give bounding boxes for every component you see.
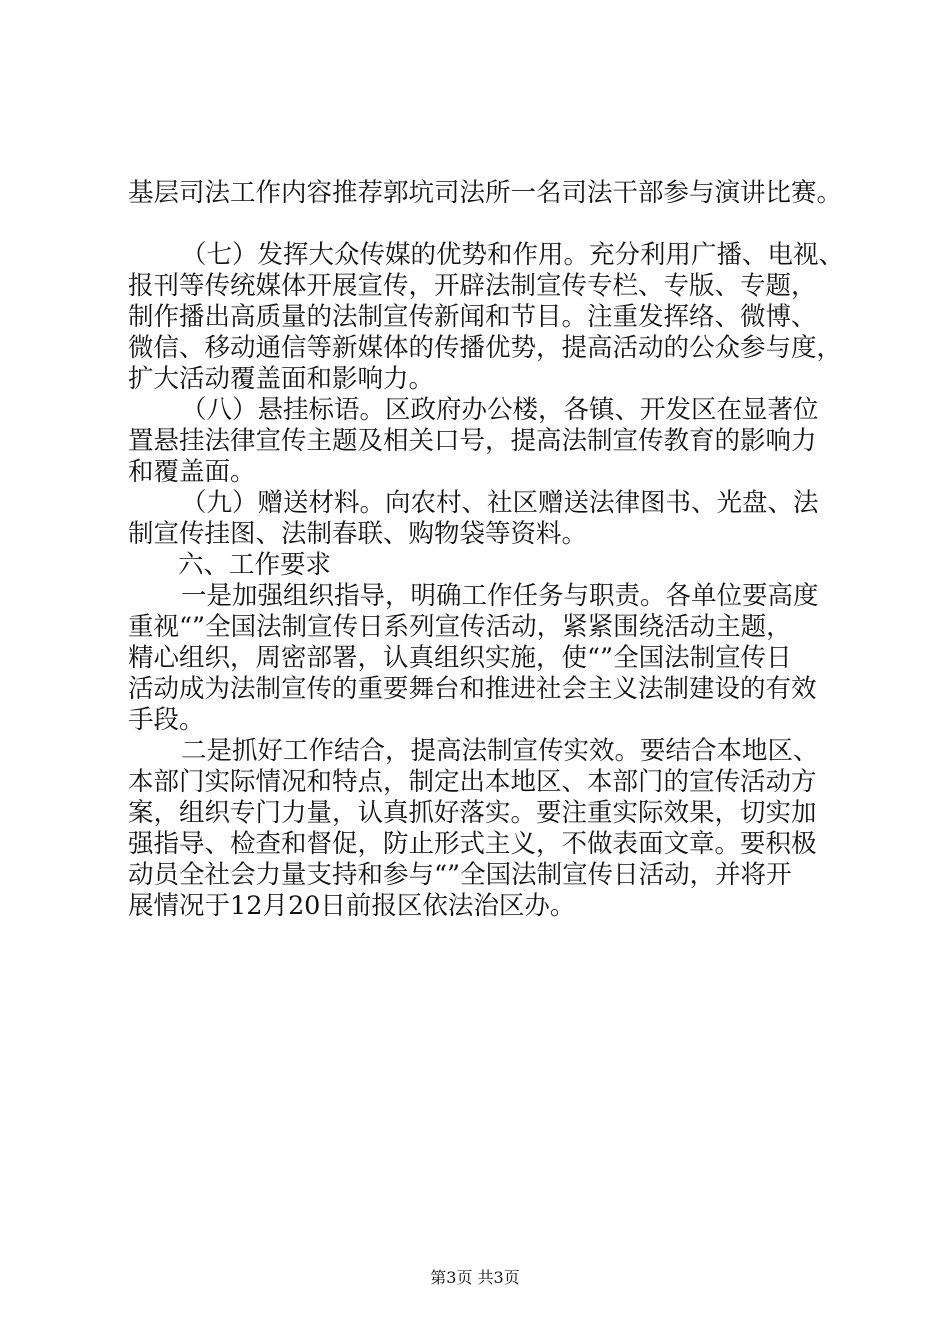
paragraph-line: 置悬挂法律宣传主题及相关口号，提高法制宣传教育的影响力 xyxy=(128,426,817,456)
paragraph-line: 动员全社会力量支持和参与“”全国法制宣传日活动，并将开 xyxy=(128,860,792,890)
paragraph-line: 本部门实际情况和特点，制定出本地区、本部门的宣传活动方 xyxy=(128,767,817,797)
page-footer: 第3页 共3页 xyxy=(430,1268,520,1287)
paragraph-line: 案，组织专门力量，认真抓好落实。要注重实际效果，切实加 xyxy=(128,798,817,828)
paragraph-line: 强指导、检查和督促，防止形式主义，不做表面文章。要积极 xyxy=(128,829,817,859)
paragraph-line: 制宣传挂图、法制春联、购物袋等资料。 xyxy=(128,519,588,549)
paragraph-line: （七）发挥大众传媒的优势和作用。充分利用广播、电视、 xyxy=(181,240,845,270)
paragraph-line: （八）悬挂标语。区政府办公楼，各镇、开发区在显著位 xyxy=(181,395,819,425)
paragraph-line: 和覆盖面。 xyxy=(128,457,256,487)
paragraph-line: 精心组织，周密部署，认真组织实施，使“”全国法制宣传日 xyxy=(128,643,792,673)
paragraph-line: 制作播出高质量的法制宣传新闻和节目。注重发挥络、微博、 xyxy=(128,302,817,332)
paragraph-line: （九）赠送材料。向农村、社区赠送法律图书、光盘、法 xyxy=(181,488,819,518)
paragraph-line: 基层司法工作内容推荐郭坑司法所一名司法干部参与演讲比赛。 xyxy=(128,178,843,208)
paragraph-line: 手段。 xyxy=(128,705,205,735)
paragraph-line: 微信、移动通信等新媒体的传播优势，提高活动的公众参与度， xyxy=(128,333,843,363)
paragraph-line: 报刊等传统媒体开展宣传，开辟法制宣传专栏、专版、专题， xyxy=(128,271,817,301)
paragraph-line: 展情况于12月20日前报区依法治区办。 xyxy=(128,891,576,921)
paragraph-line: 扩大活动覆盖面和影响力。 xyxy=(128,364,435,394)
paragraph-line: 重视“”全国法制宣传日系列宣传活动，紧紧围绕活动主题， xyxy=(128,612,792,642)
section-heading: 六、工作要求 xyxy=(178,550,332,580)
paragraph-line: 二是抓好工作结合，提高法制宣传实效。要结合本地区、 xyxy=(181,736,819,766)
paragraph-line: 一是加强组织指导，明确工作任务与职责。各单位要高度 xyxy=(181,581,819,611)
paragraph-line: 活动成为法制宣传的重要舞台和推进社会主义法制建设的有效 xyxy=(128,674,817,704)
